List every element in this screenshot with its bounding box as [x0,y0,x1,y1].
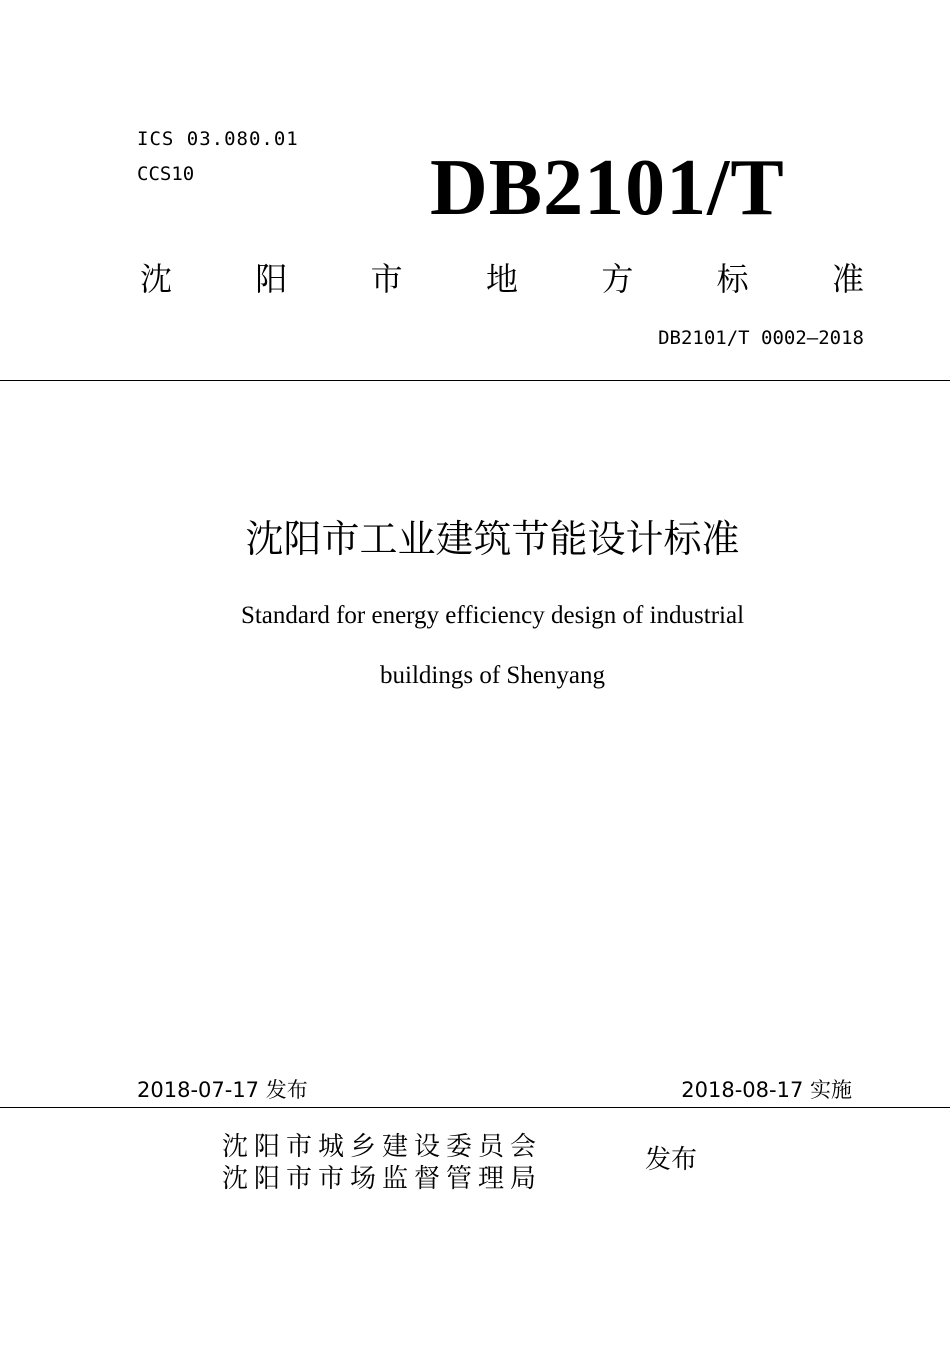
standard-type-char: 阳 [255,260,288,298]
header-divider [0,380,950,381]
ics-code: ICS 03.080.01 [137,128,299,150]
issuer-org-1: 沈阳市城乡建设委员会 [222,1132,543,1162]
issuer-org-2: 沈阳市市场监督管理局 [222,1164,543,1194]
standard-logo: DB2101/T [430,144,785,232]
footer-divider [0,1107,950,1108]
ccs-code: CCS10 [137,163,195,185]
standard-type-heading [140,254,864,300]
title-english-line2: buildings of Shenyang [380,662,605,689]
standard-type-char: 方 [601,260,634,298]
standard-type-char: 标 [716,260,749,298]
issue-date: 2018-07-17 发布 [137,1078,308,1102]
standard-type-char: 市 [370,260,403,298]
standard-number: DB2101/T 0002—2018 [658,327,864,349]
standard-type-char: 准 [831,260,864,298]
implementation-date: 2018-08-17 实施 [681,1078,852,1102]
publish-label: 发布 [645,1145,698,1175]
standard-type-char: 地 [485,260,518,298]
title-chinese: 沈阳市工业建筑节能设计标准 [245,517,740,561]
standard-type-char: 沈 [140,260,173,298]
title-english-line1: Standard for energy efficiency design of industrial [240,602,745,629]
